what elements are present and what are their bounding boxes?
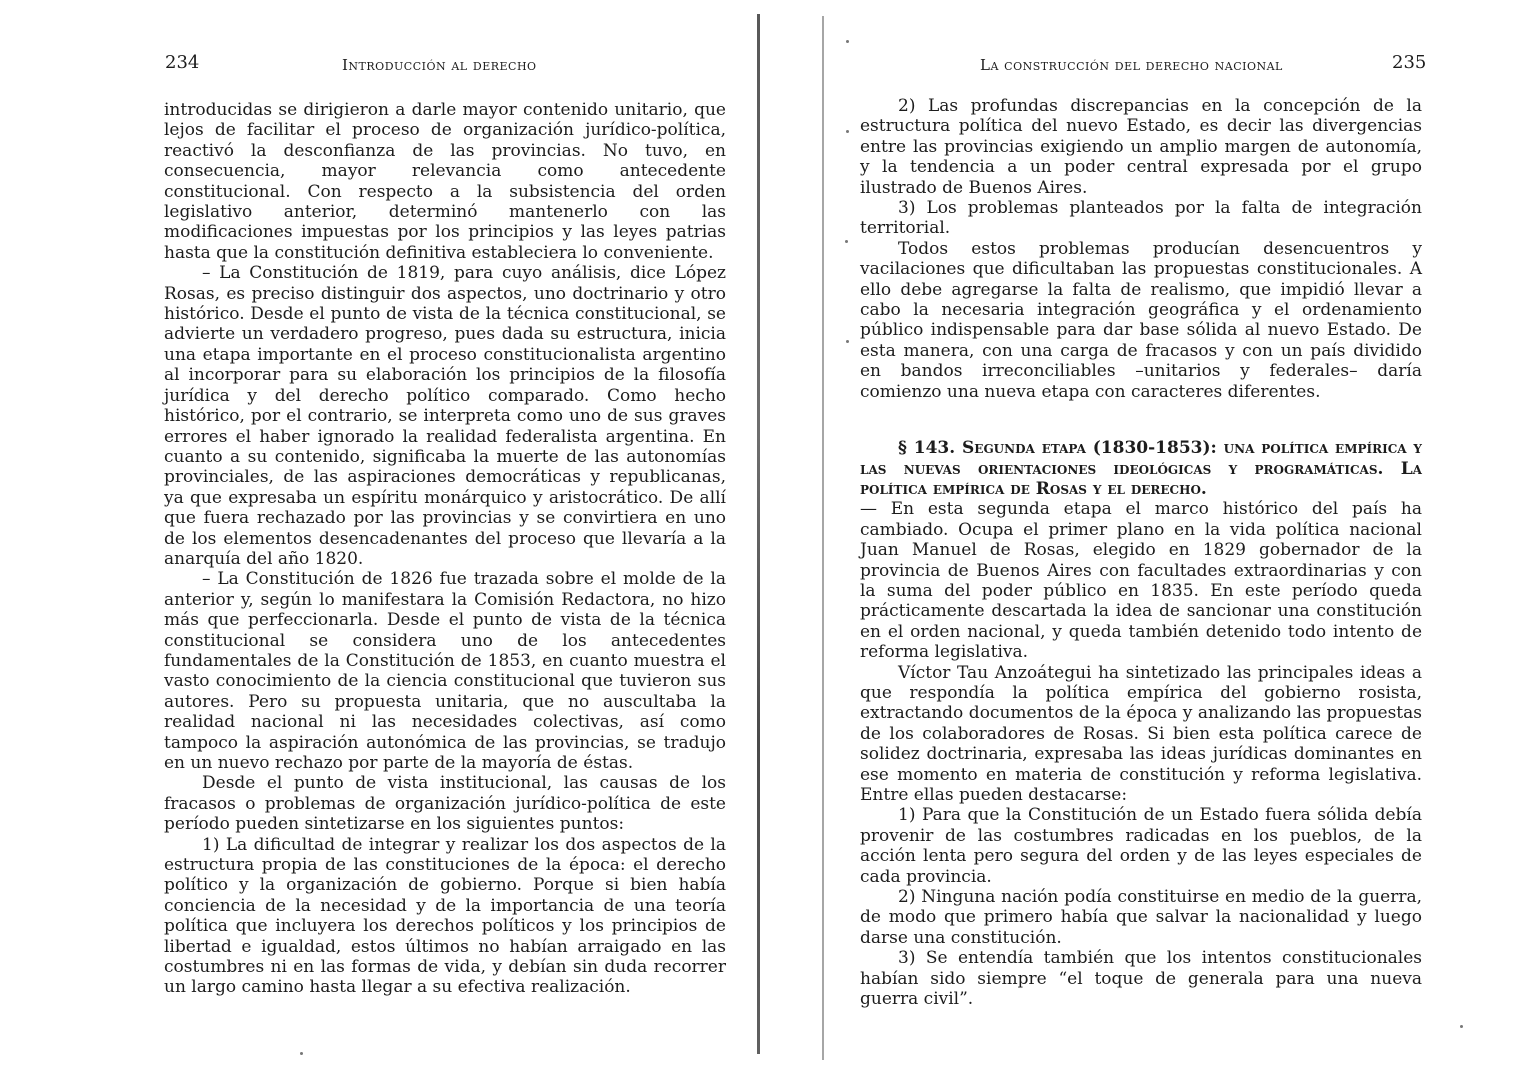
right-body	[860, 96, 1422, 1009]
running-head: Introducción al derecho	[342, 56, 537, 74]
section-heading: § 143. Segunda etapa (1830-1853): una política empírica y las nuevas orientaciones ideológicas y programáticas. La política empírica de Rosas y el derecho.	[860, 438, 1422, 499]
left-body	[164, 100, 726, 998]
paragraph: – La Constitución de 1826 fue trazada sobre el molde de la anterior y, según lo manifestara la Comisión Redactora, no hizo más que perfeccionarla. Desde el punto de vista de la técnica constitucional se considera uno de los antecedentes fundamentales de la Constitución de 1853, en cuanto muestra el vasto conocimiento de la ciencia constitucional que tuvieron sus autores. Pero su propuesta unitaria, que no auscultaba la realidad nacional ni las necesidades colectivas, así como tampoco la aspiración autonómica de las provincias, se tradujo en un nuevo rechazo por parte de la mayoría de éstas.	[164, 569, 726, 773]
paragraph: 1) Para que la Constitución de un Estado fuera sólida debía provenir de las costumbres radicadas en los pueblos, de la acción lenta pero segura del orden y de las leyes especiales de cada provincia.	[860, 805, 1422, 887]
right-page	[822, 0, 1526, 1080]
paragraph: 1) La dificultad de integrar y realizar los dos aspectos de la estructura propia de las constituciones de la época: el derecho político y la organización de gobierno. Porque si bien había conciencia de la necesidad y de la importancia de una teoría política que incluyera los derechos políticos y los principios de libertad e igualdad, estos últimos no habían arraigado en las costumbres ni en las formas de vida, y debían sin duda recorrer un largo camino hasta llegar a su efectiva realización.	[164, 834, 726, 998]
paragraph: Todos estos problemas producían desencuentros y vacilaciones que dificultaban las propuestas constitucionales. A ello debe agregarse la falta de realismo, que impidió llevar a cabo la necesaria integración geográfica y el ordenamiento público indispensable para dar base sólida al nuevo Estado. De esta manera, con una carga de fracasos y con un país dividido en bandos irreconciliables –unitarios y federales– daría comienzo una nueva etapa con caracteres diferentes.	[860, 238, 1422, 402]
paragraph: Víctor Tau Anzoátegui ha sintetizado las principales ideas a que respondía la política empírica del gobierno rosista, extractando documentos de la época y analizando las propuestas de los colaboradores de Rosas. Si bien esta política carece de solidez doctrinaria, expresaba las ideas jurídicas dominantes en ese momento en materia de constitución y reforma legislativa. Entre ellas pueden destacarse:	[860, 662, 1422, 805]
scan-speck	[1460, 1025, 1463, 1028]
paragraph: — En esta segunda etapa el marco histórico del país ha cambiado. Ocupa el primer plano en la vida política nacional Juan Manuel de Rosas, elegido en 1829 gobernador de la provincia de Buenos Aires con facultades extraordinarias y con la suma del poder público en 1835. En este período queda prácticamente descartada la idea de sancionar una constitución en el orden nacional, y queda también detenido todo intento de reforma legislativa.	[860, 499, 1422, 663]
scan-speck	[300, 1052, 303, 1055]
page-number: 235	[1392, 52, 1427, 73]
paragraph: 2) Las profundas discrepancias en la concepción de la estructura política del nuevo Estado, es decir las divergencias entre las provincias exigiendo un amplio margen de autonomía, y la tendencia a un poder central expresada por el grupo ilustrado de Buenos Aires.	[860, 96, 1422, 198]
paragraph: introducidas se dirigieron a darle mayor contenido unitario, que lejos de facilitar el proceso de organización jurídico-política, reactivó la desconfianza de las provincias. No tuvo, en consecuencia, mayor relevancia como antecedente constitucional. Con respecto a la subsistencia del orden legislativo anterior, determinó mantenerlo con las modificaciones impuestas por los principios y las leyes patrias hasta que la constitución definitiva estableciera lo conveniente.	[164, 100, 726, 263]
paragraph: 3) Se entendía también que los intentos constitucionales habían sido siempre “el toque de generala para una nueva guerra civil”.	[860, 948, 1422, 1010]
paragraph: 3) Los problemas planteados por la falta de integración territorial.	[860, 198, 1422, 239]
paragraph: – La Constitución de 1819, para cuyo análisis, dice López Rosas, es preciso distinguir dos aspectos, uno doctrinario y otro histórico. Desde el punto de vista de la técnica constitucional, se advierte un verdadero progreso, pues dada su estructura, inicia una etapa importante en el proceso constitucionalista argentino al incorporar para su elaboración los principios de la filosofía jurídica y del derecho político comparado. Como hecho histórico, por el contrario, se interpreta como uno de sus graves errores el haber ignorado la realidad federalista argentina. En cuanto a su contenido, significaba la muerte de las autonomías provinciales, de las aspiraciones democráticas y republicanas, ya que expresaba un espíritu monárquico y aristocrático. De allí que fuera rechazado por las provincias y se convirtiera en uno de los elementos desencadenantes del proceso que llevaría a la anarquía del año 1820.	[164, 263, 726, 569]
left-page	[0, 0, 760, 1080]
running-head: La construcción del derecho nacional	[980, 56, 1283, 74]
paragraph: 2) Ninguna nación podía constituirse en medio de la guerra, de modo que primero había que salvar la nacionalidad y luego darse una constitución.	[860, 887, 1422, 948]
paragraph: Desde el punto de vista institucional, las causas de los fracasos o problemas de organización jurídico-política de este período pueden sintetizarse en los siguientes puntos:	[164, 773, 726, 835]
scan-speck	[846, 340, 849, 343]
scan-speck	[846, 130, 849, 133]
page-number: 234	[165, 52, 200, 73]
scan-speck	[846, 40, 849, 43]
scan-speck	[845, 240, 848, 243]
